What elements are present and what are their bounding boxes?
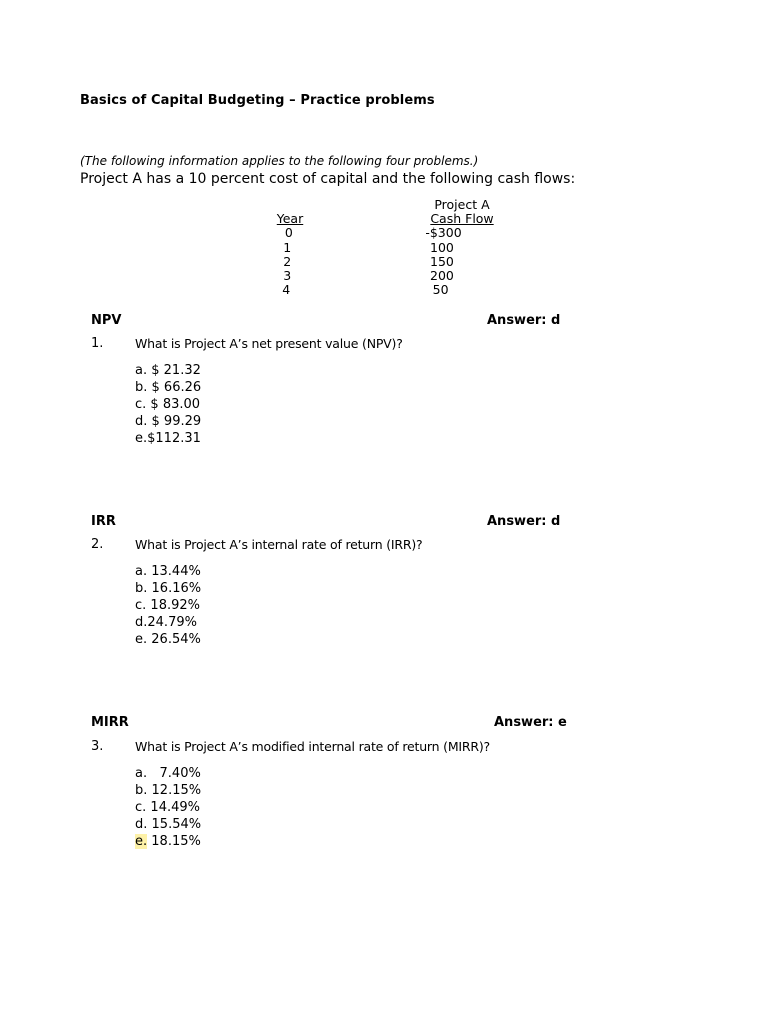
option-e: e.$112.31 xyxy=(135,431,201,446)
option-b: b. 12.15% xyxy=(135,783,202,798)
year-header: Year xyxy=(276,211,304,227)
cash-flow-cell: -$300 xyxy=(425,225,462,241)
question-number: 3. xyxy=(91,739,104,754)
table-row xyxy=(262,269,502,283)
table-row xyxy=(262,255,502,269)
option-b: b. $ 66.26 xyxy=(135,380,202,395)
option-a: a. 7.40% xyxy=(135,766,201,781)
year-cell: 4 xyxy=(282,282,291,298)
table-row xyxy=(262,226,502,240)
year-cell: 1 xyxy=(283,239,292,255)
option-e: e. 26.54% xyxy=(135,632,201,647)
cash-flow-cell: 200 xyxy=(430,267,454,283)
cash-flow-cell: 150 xyxy=(430,253,454,269)
cash-flow-cell: 100 xyxy=(430,239,454,255)
table-header-row xyxy=(262,198,502,212)
answer-options xyxy=(135,563,201,648)
year-cell: 2 xyxy=(283,253,292,269)
answer-options xyxy=(135,765,201,850)
answer-label: Answer: d xyxy=(487,313,561,328)
answer-label: Answer: e xyxy=(494,715,567,730)
page-title: Basics of Capital Budgeting – Practice problems xyxy=(80,93,435,108)
option-a: a. 13.44% xyxy=(135,564,201,579)
question-number: 1. xyxy=(91,336,104,351)
option-d: d. 15.54% xyxy=(135,817,202,832)
table-header-row xyxy=(262,212,502,226)
project-a-header: Project A xyxy=(434,197,490,212)
cash-flow-cell: 50 xyxy=(432,282,449,298)
year-cell: 0 xyxy=(284,225,293,241)
question-text: What is Project A’s net present value (NPV)? xyxy=(135,336,403,351)
question-text: What is Project A’s internal rate of return (IRR)? xyxy=(135,537,423,552)
table-row xyxy=(262,283,502,297)
year-cell: 3 xyxy=(283,267,292,283)
option-c: c. 14.49% xyxy=(135,800,200,815)
option-b: b. 16.16% xyxy=(135,581,202,596)
section-heading-irr: IRR xyxy=(91,514,116,529)
option-c: c. 18.92% xyxy=(135,598,200,613)
option-c: c. $ 83.00 xyxy=(135,397,201,412)
question-text: What is Project A’s modified internal rate of return (MIRR)? xyxy=(135,739,490,754)
option-e: e. 18.15% xyxy=(135,834,201,849)
answer-label: Answer: d xyxy=(487,514,561,529)
cash-flow-table xyxy=(262,198,502,297)
highlighted-letter: e. xyxy=(135,834,148,849)
option-a: a. $ 21.32 xyxy=(135,363,201,378)
intro-text: Project A has a 10 percent cost of capital and the following cash flows: xyxy=(80,171,576,187)
section-heading-npv: NPV xyxy=(91,313,122,328)
section-heading-mirr: MIRR xyxy=(91,715,129,730)
table-row xyxy=(262,241,502,255)
option-d: d. $ 99.29 xyxy=(135,414,202,429)
question-number: 2. xyxy=(91,537,104,552)
answer-options xyxy=(135,362,201,447)
cash-flow-header: Cash Flow xyxy=(430,211,494,227)
option-d: d.24.79% xyxy=(135,615,197,630)
intro-note: (The following information applies to the following four problems.) xyxy=(80,154,479,168)
